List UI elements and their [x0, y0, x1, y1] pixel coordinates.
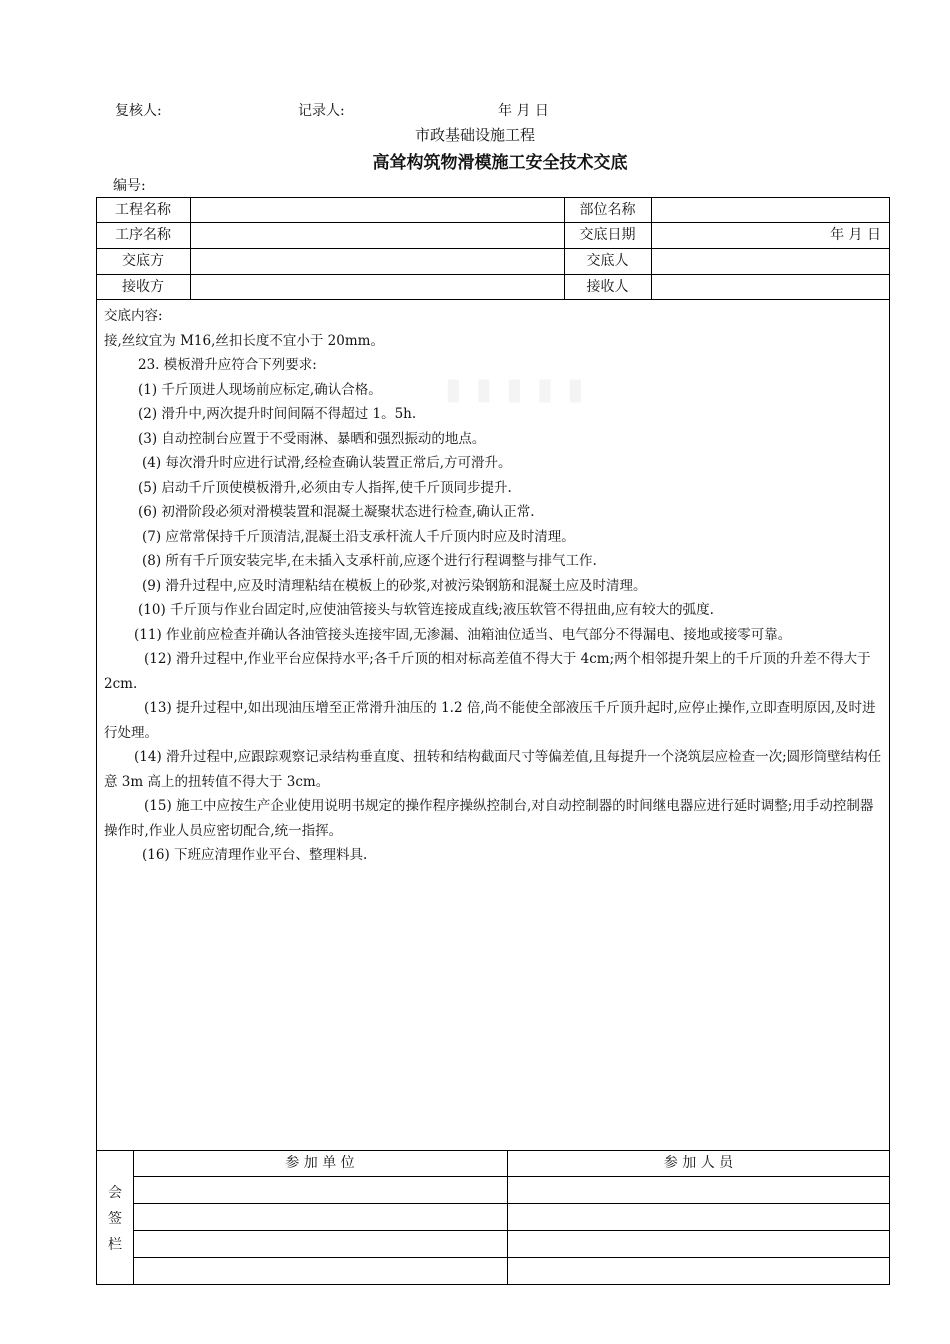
- people-field[interactable]: [507, 1204, 890, 1230]
- content-line: (7) 应常常保持千斤顶清洁,混凝土沿支承杆流人千斤顶内时应及时清理。: [142, 528, 575, 545]
- people-field[interactable]: [507, 1258, 890, 1284]
- unit-field[interactable]: [133, 1231, 507, 1257]
- document-subtitle: 市政基础设施工程: [414, 126, 535, 144]
- signoff-label-char: 会: [108, 1184, 122, 1201]
- handover-person-field[interactable]: [651, 248, 890, 274]
- date-label: 年 月 日: [498, 103, 549, 119]
- content-line: (6) 初滑阶段必须对滑模装置和混凝土凝聚状态进行检查,确认正常.: [138, 504, 535, 520]
- content-line: (2) 滑升中,两次提升时间间隔不得超过 1。5h.: [138, 406, 417, 422]
- content-line: (4) 每次滑升时应进行试滑,经检查确认装置正常后,方可滑升。: [142, 455, 512, 471]
- content-line: (11) 作业前应检查并确认各油管接头连接牢固,无渗漏、油箱油位适当、电气部分不得漏电、接地或接零可靠。: [134, 626, 792, 643]
- process-name-field[interactable]: [190, 222, 564, 248]
- project-name-label: 工程名称: [115, 202, 171, 218]
- content-line: (16) 下班应清理作业平台、整理料具.: [142, 847, 368, 863]
- signoff-label-char: 签: [108, 1210, 122, 1227]
- watermark-mark: ▮▮▮▮▮: [445, 372, 598, 407]
- content-line: (8) 所有千斤顶安装完毕,在未插入支承杆前,应逐个进行行程调整与排气工作.: [142, 553, 597, 569]
- content-line: (3) 自动控制台应置于不受雨淋、暴晒和强烈振动的地点。: [138, 430, 486, 447]
- content-line: 接,丝纹宜为 M16,丝扣长度不宜小于 20mm。: [104, 332, 384, 349]
- receiver-person-label: 接收人: [586, 279, 629, 295]
- receiver-party-field[interactable]: [190, 274, 564, 300]
- handover-date-field[interactable]: 年 月 日: [830, 227, 881, 243]
- people-column-header: 参 加 人 员: [663, 1155, 734, 1171]
- part-name-field[interactable]: [651, 197, 890, 223]
- content-line: (10) 千斤顶与作业台固定时,应使油管接头与软管连接成直线;液压软管不得扭曲,应有较大的弧度.: [138, 602, 714, 618]
- content-line: (9) 滑升过程中,应及时清理粘结在模板上的砂浆,对被污染钢筋和混凝土应及时清理。: [142, 577, 647, 594]
- content-line: (5) 启动千斤顶使模板滑升,必须由专人指挥,使千斤顶同步提升.: [138, 479, 512, 496]
- handover-person-label: 交底人: [586, 253, 629, 269]
- handover-party-field[interactable]: [190, 248, 564, 274]
- unit-field[interactable]: [133, 1177, 507, 1203]
- content-line: (1) 千斤顶进人现场前应标定,确认合格。: [138, 381, 382, 398]
- process-name-label: 工序名称: [115, 227, 171, 243]
- project-name-field[interactable]: [190, 197, 564, 223]
- content-line: (12) 滑升过程中,作业平台应保持水平;各千斤顶的相对标高差值不得大于 4cm;两个相邻提升架上的千斤顶的升差不得大于 2cm.: [104, 651, 871, 692]
- handover-party-label: 交底方: [122, 253, 164, 269]
- people-field[interactable]: [507, 1231, 890, 1257]
- unit-column-header: 参 加 单 位: [285, 1155, 355, 1171]
- content-line: (13) 提升过程中,如出现油压增至正常滑升油压的 1.2 倍,尚不能使全部液压千斤顶升起时,应停止操作,立即查明原因,及时进行处理。: [104, 700, 876, 741]
- handover-date-label: 交底日期: [579, 227, 636, 243]
- doc-number-label: 编号:: [113, 178, 146, 194]
- recorder-label: 记录人:: [298, 103, 345, 119]
- signoff-label: [96, 1152, 134, 1285]
- people-field[interactable]: [507, 1177, 890, 1203]
- receiver-person-field[interactable]: [651, 274, 890, 300]
- content-label: 交底内容:: [104, 308, 163, 324]
- receiver-party-label: 接收方: [122, 279, 164, 295]
- unit-field[interactable]: [133, 1258, 507, 1284]
- content-line: (14) 滑升过程中,应跟踪观察记录结构垂直度、扭转和结构截面尺寸等偏差值,且每提升一个浇筑层应检查一次;圆形筒壁结构任意 3m 高上的扭转值不得大于 3cm。: [104, 749, 882, 790]
- unit-field[interactable]: [133, 1204, 507, 1230]
- reviewer-label: 复核人:: [115, 103, 162, 119]
- content-line: 23. 模板滑升应符合下列要求:: [138, 357, 317, 373]
- content-line: (15) 施工中应按生产企业使用说明书规定的操作程序操纵控制台,对自动控制器的时间继电器应进行延时调整;用手动控制器操作时,作业人员应密切配合,统一指挥。: [104, 798, 874, 839]
- handover-content: [104, 304, 884, 868]
- document-title: 高耸构筑物滑模施工安全技术交底: [372, 153, 628, 173]
- signoff-label-char: 栏: [108, 1236, 122, 1253]
- part-name-label: 部位名称: [579, 202, 636, 218]
